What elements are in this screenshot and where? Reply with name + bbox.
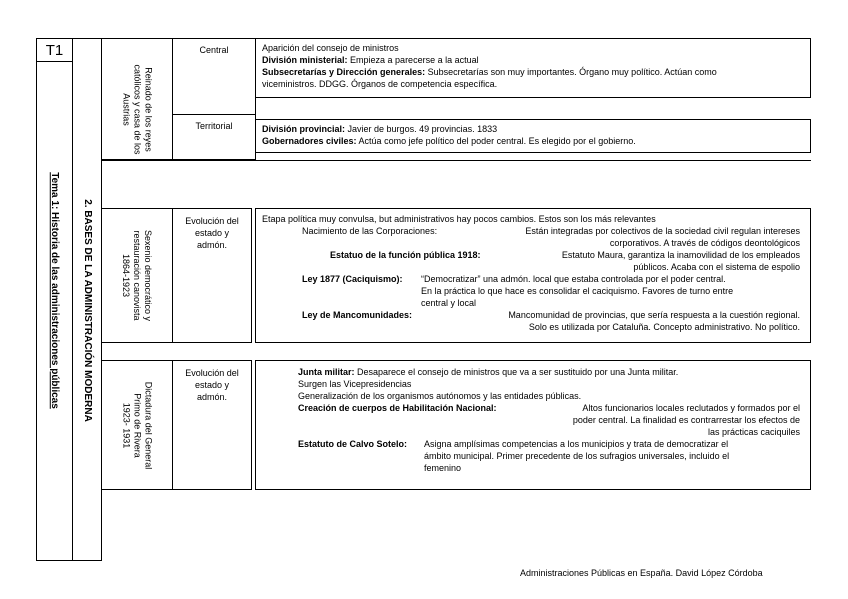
- item-habilitacion: Creación de cuerpos de Habilitación Nacional: Altos funcionarios locales reclutados y formados por el poder central. La finalidad es contrarrestar los efectos de las prácticas caciquiles: [298, 403, 800, 437]
- item-organismos: Generalización de los organismos autónomos y las entidades públicas.: [298, 391, 582, 401]
- period-1-label: Reinado de los reyes católicos y casa de los Austrias: [121, 63, 154, 155]
- content-territorial: [255, 119, 811, 153]
- period-2-category: Evolución del estado y admón.: [172, 208, 252, 343]
- separator-line: [101, 160, 811, 161]
- central-line-4: viceministros. DDGG. Órganos de competencia específica.: [262, 79, 498, 89]
- territorial-line-1: División provincial: Javier de burgos. 49 provincias. 1833: [262, 124, 498, 134]
- item-vicepresidencias: Surgen las Vicepresidencias: [298, 379, 412, 389]
- item-mancomunidades: Ley de Mancomunidades: Mancomunidad de provincias, que sería respuesta a la cuestión regional. Solo es utilizada por Cataluña. Concepto administrativo. No político.: [302, 310, 800, 332]
- central-line-1: Aparición del consejo de ministros: [262, 43, 399, 53]
- central-line-3: Subsecretarías y Dirección generales: Subsecretarías son muy importantes. Órgano muy político. Actúan como: [262, 67, 717, 77]
- footer: Administraciones Públicas en España. David López Córdoba: [520, 568, 763, 578]
- tag-label: T1: [45, 41, 64, 59]
- period-3-content: [255, 360, 811, 490]
- period-2-content: [255, 208, 811, 343]
- period-3-label: Dictadura del General Primo de Rivera 1923- 1931: [121, 381, 154, 469]
- central-line-2: División ministerial: Empieza a parecerse a la actual: [262, 55, 479, 65]
- item-junta-militar: Junta militar: Desaparece el consejo de ministros que va a ser sustituido por una Junta militar.: [298, 367, 679, 377]
- period-2-label: Sexenio democrático y restauración canovista 1864-1923: [121, 229, 154, 321]
- item-corporaciones: Nacimiento de las Corporaciones: Están integradas por colectivos de la sociedad civil regulan intereses corporativos. A través de códigos deontológicos: [302, 226, 800, 248]
- left-title: Tema 1: Historia de las administraciones públicas: [48, 171, 60, 409]
- territorial-line-2: Gobernadores civiles: Actúa como jefe político del poder central. Es elegido por el gobierno.: [262, 136, 636, 146]
- category-territorial: Territorial: [172, 114, 256, 160]
- item-calvo-sotelo: Estatuto de Calvo Sotelo: Asigna amplísimas competencias a los municipios y trata de democratizar el ámbito municipal. Primer precedente de los sufragios universales, incluido el femenino: [298, 439, 730, 473]
- item-funcion-publica: Estatuo de la función pública 1918: Estatuto Maura, garantiza la inamovilidad de los empleados públicos. Acaba con el sistema de espolio: [330, 250, 800, 272]
- category-central: Central: [172, 38, 256, 115]
- item-caciquismo: Ley 1877 (Caciquismo): “Democratizar” una admón. local que estaba controlada por el poder central. En la práctica lo que hace es consolidar el caciquismo. Favores de turno entre central y local: [302, 274, 734, 308]
- period-3-category: Evolución del estado y admón.: [172, 360, 252, 490]
- tag-box: [36, 38, 73, 62]
- section-title: 2. BASES DE LA ADMINISTRACIÓN MODERNA: [81, 198, 93, 422]
- period-2-intro: Etapa política muy convulsa, but administrativos hay pocos cambios. Estos son los más relevantes: [262, 214, 656, 224]
- content-central: [255, 38, 811, 98]
